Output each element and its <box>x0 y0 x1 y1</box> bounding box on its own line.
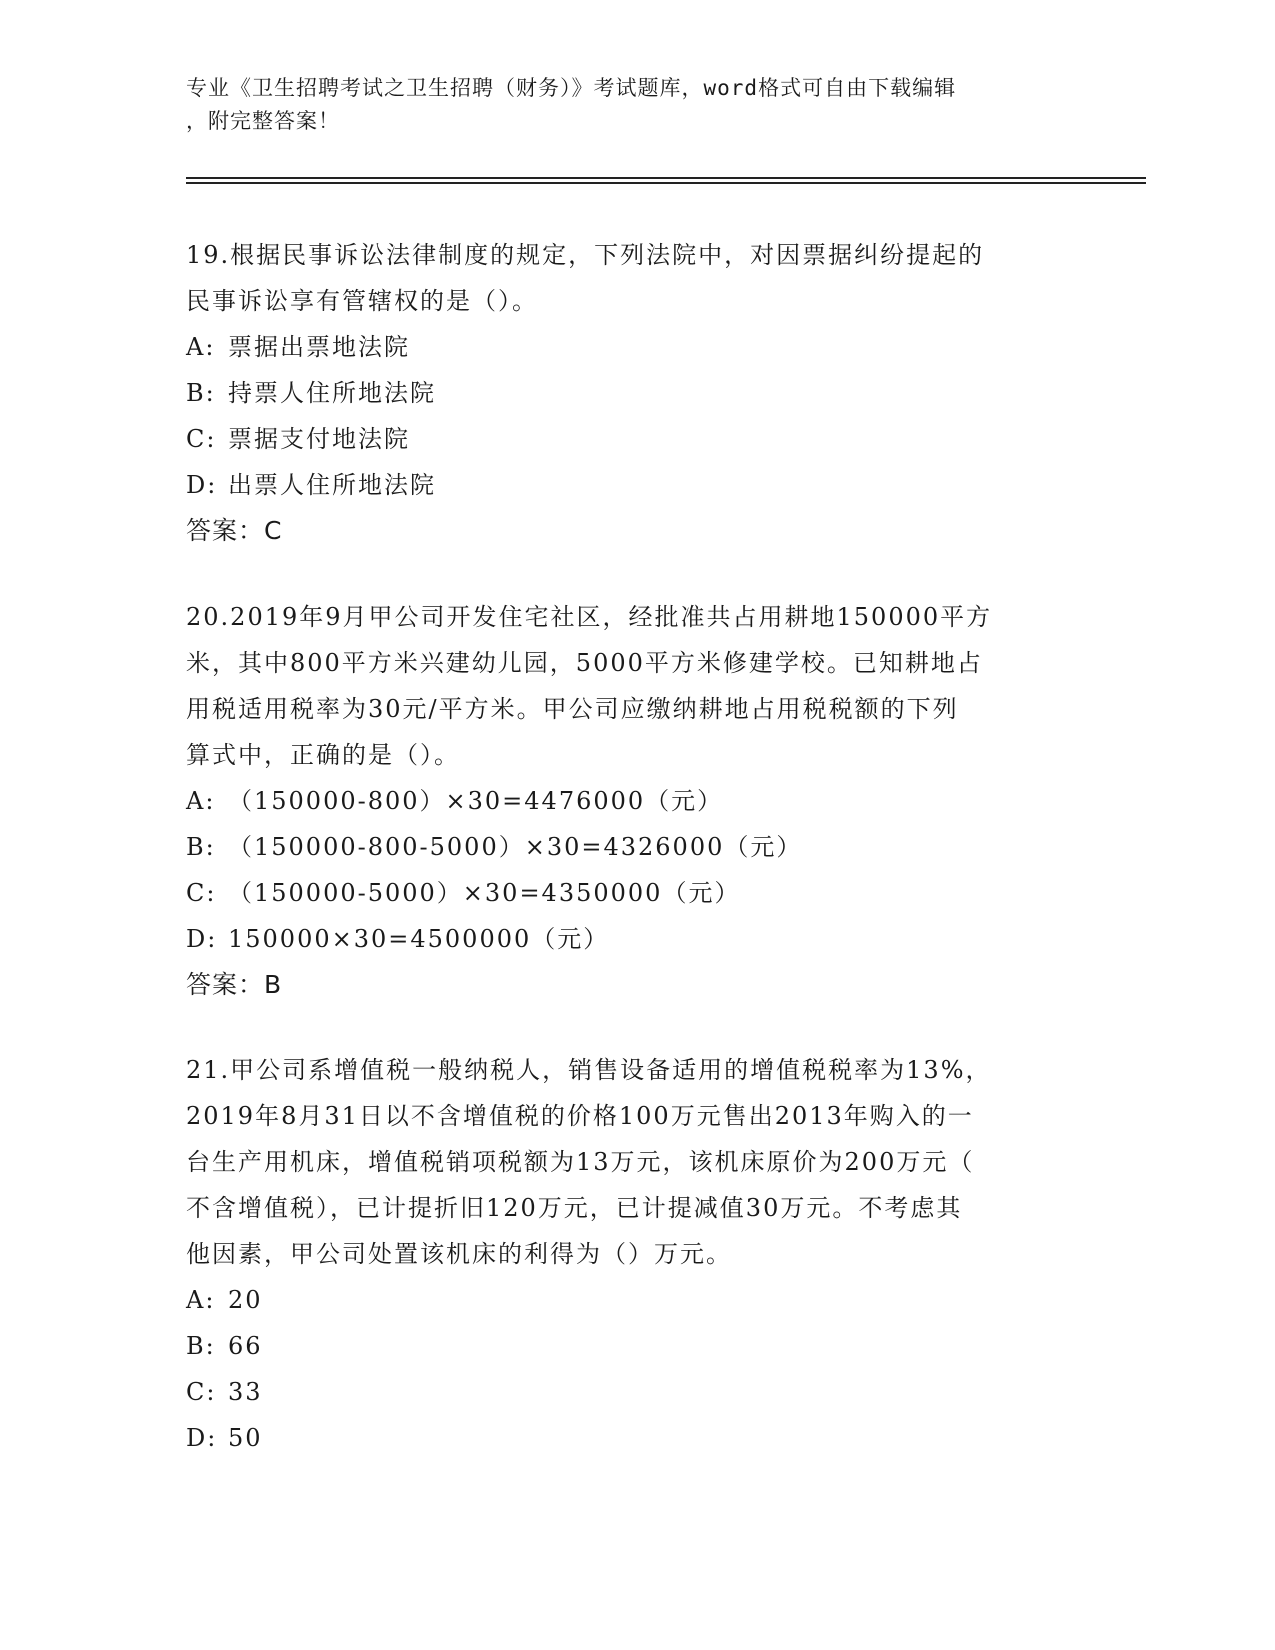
header-divider-bottom <box>186 182 1146 184</box>
option-text: （150000-5000）×30=4350000（元） <box>228 879 741 907</box>
question-text-line: 台生产用机床，增值税销项税额为13万元，该机床原价为200万元（ <box>186 1148 975 1176</box>
question-text-line: 用税适用税率为30元/平方米。甲公司应缴纳耕地占用税税额的下列 <box>186 695 959 723</box>
option-key: C: <box>186 1378 217 1406</box>
question-text-line: 21.甲公司系增值税一般纳税人，销售设备适用的增值税税率为13%， <box>186 1056 992 1084</box>
option-c <box>186 870 1086 916</box>
option-text: （150000-800-5000）×30=4326000（元） <box>228 833 803 861</box>
option-key: C: <box>186 879 217 907</box>
question-20 <box>186 594 1086 1008</box>
option-key: A: <box>186 333 216 361</box>
option-b <box>186 1323 1086 1369</box>
option-text: 33 <box>228 1378 263 1406</box>
option-key: D: <box>186 925 218 953</box>
option-b <box>186 370 1086 416</box>
option-key: B: <box>186 379 216 407</box>
option-text: 66 <box>228 1332 263 1360</box>
option-a <box>186 1277 1086 1323</box>
option-text: 50 <box>228 1424 263 1452</box>
answer-line: 答案：C <box>186 516 283 545</box>
option-d <box>186 1415 1086 1461</box>
question-text-line: 算式中，正确的是（）。 <box>186 741 460 769</box>
option-d <box>186 916 1086 962</box>
question-text-line: 他因素，甲公司处置该机床的利得为（）万元。 <box>186 1240 732 1268</box>
question-text-line: 20.2019年9月甲公司开发住宅社区，经批准共占用耕地150000平方 <box>186 603 993 631</box>
option-key: A: <box>186 1286 216 1314</box>
option-text: 20 <box>228 1286 263 1314</box>
option-text: 票据支付地法院 <box>228 425 410 453</box>
option-c <box>186 1369 1086 1415</box>
question-text-line: 米，其中800平方米兴建幼儿园，5000平方米修建学校。已知耕地占 <box>186 649 983 677</box>
question-text-line: 民事诉讼享有管辖权的是（）。 <box>186 287 538 315</box>
answer-line: 答案：B <box>186 970 283 999</box>
option-b <box>186 824 1086 870</box>
header-line-1: 专业《卫生招聘考试之卫生招聘（财务）》考试题库，word格式可自由下载编辑 <box>186 76 957 100</box>
question-19 <box>186 232 1086 554</box>
option-d <box>186 462 1086 508</box>
header-line-2: ，附完整答案！ <box>186 109 340 133</box>
question-21 <box>186 1047 1086 1461</box>
option-text: 出票人住所地法院 <box>228 471 436 499</box>
option-key: C: <box>186 425 217 453</box>
option-a <box>186 778 1086 824</box>
option-key: A: <box>186 787 216 815</box>
option-text: 票据出票地法院 <box>228 333 410 361</box>
option-text: 150000×30=4500000（元） <box>228 925 610 953</box>
header-divider-top <box>186 177 1146 179</box>
option-key: D: <box>186 1424 218 1452</box>
question-text-line: 不含增值税），已计提折旧120万元，已计提减值30万元。不考虑其 <box>186 1194 963 1222</box>
option-key: B: <box>186 1332 216 1360</box>
question-text-line: 2019年8月31日以不含增值税的价格100万元售出2013年购入的一 <box>186 1102 974 1130</box>
option-text: （150000-800）×30=4476000（元） <box>228 787 724 815</box>
option-text: 持票人住所地法院 <box>228 379 436 407</box>
option-a <box>186 324 1086 370</box>
option-key: D: <box>186 471 218 499</box>
option-c <box>186 416 1086 462</box>
document-header <box>186 72 1066 138</box>
option-key: B: <box>186 833 216 861</box>
question-text-line: 19.根据民事诉讼法律制度的规定，下列法院中，对因票据纠纷提起的 <box>186 241 985 269</box>
